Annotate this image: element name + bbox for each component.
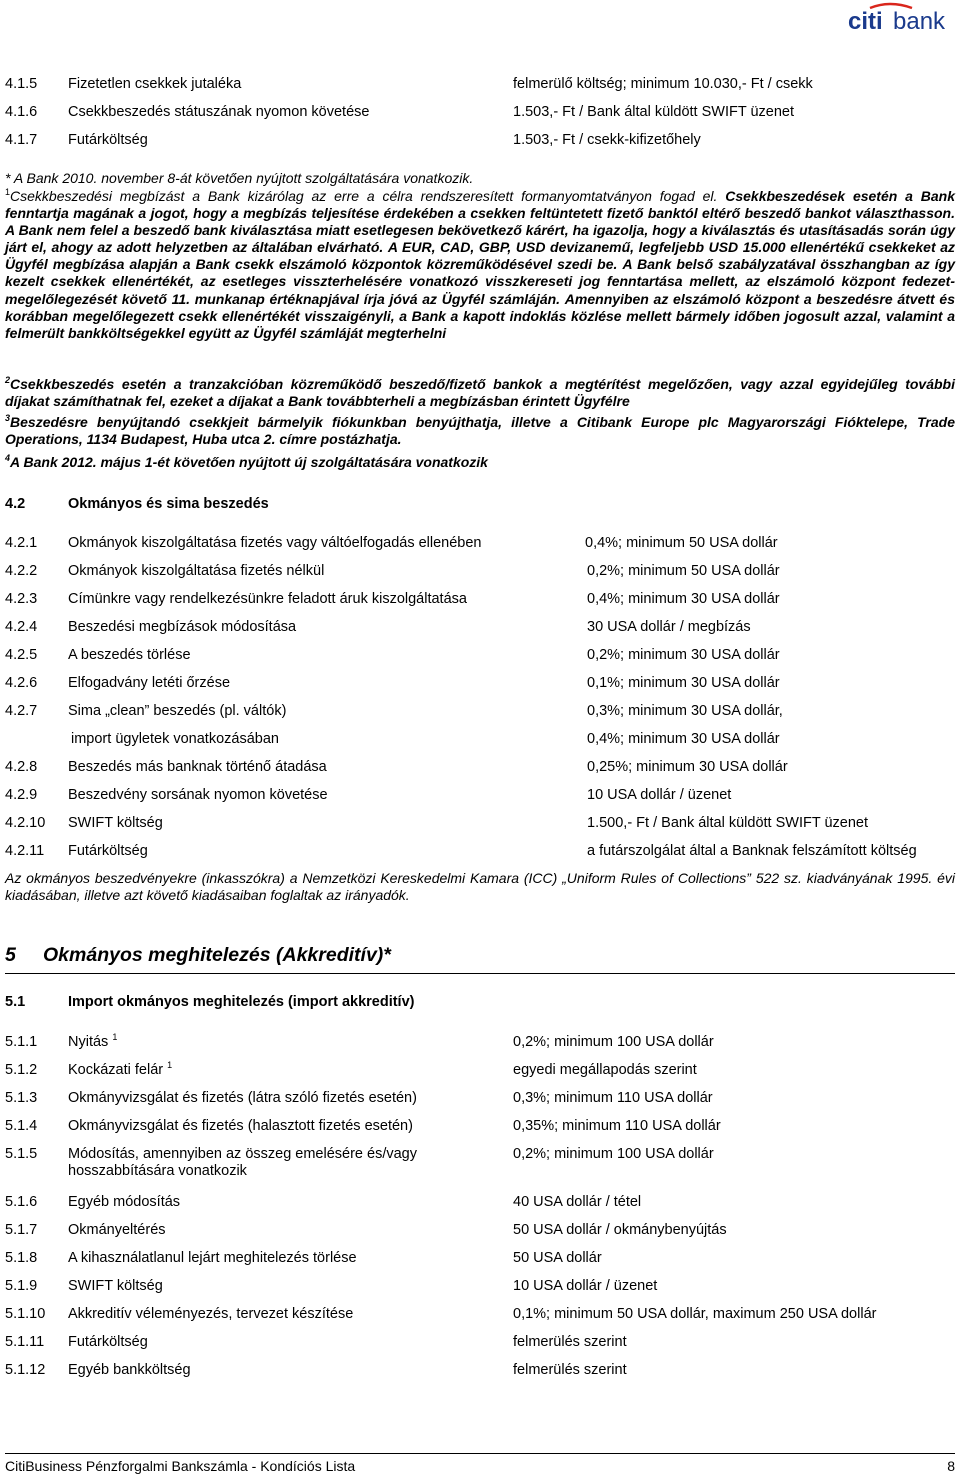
table-row xyxy=(5,647,955,667)
table-row xyxy=(5,675,955,695)
table-row xyxy=(5,104,955,124)
row-value: 0,4%; minimum 30 USA dollár xyxy=(587,731,780,747)
row-number: 4.1.6 xyxy=(5,104,38,120)
footnote-3 xyxy=(5,414,955,448)
row-description: Beszedvény sorsának nyomon követése xyxy=(68,787,328,803)
row-description: Futárköltség xyxy=(68,132,148,148)
row-description: Okmányok kiszolgáltatása fizetés nélkül xyxy=(68,563,325,579)
row-description: Módosítás, amennyiben az összeg emelésére és/vagy hosszabbítására vonatkozik xyxy=(68,1146,417,1179)
row-value: felmerülés szerint xyxy=(513,1362,627,1378)
table-row xyxy=(5,591,955,611)
table-row xyxy=(5,619,955,639)
section-title: Okmányos meghitelezés (Akkreditív)* xyxy=(43,944,391,966)
section-4-2-note: Az okmányos beszedvényekre (inkasszókra) a Nemzetközi Kereskedelmi Kamara (ICC) „Uniform Rules of Collections” 522 sz. kiadványának 1995. évi kiadásában, illetve azt követő kiadásaiban foglaltak az irányadók. xyxy=(5,870,955,904)
row-description: A kihasználatlanul lejárt meghitelezés törlése xyxy=(68,1250,357,1266)
row-description: Elfogadvány letéti őrzése xyxy=(68,675,231,691)
svg-text:citi: citi xyxy=(848,8,883,34)
svg-text:bank: bank xyxy=(893,8,946,34)
row-description: Egyéb bankköltség xyxy=(68,1362,191,1378)
footnote-3-text: Beszedésre benyújtandó csekkjeit bármelyik fiókunkban benyújthatja, illetve a Citibank Europe plc Magyarországi Fióktelepe, Trade Operations, 1134 Budapest, Huba utca 2. címre postázhatja. xyxy=(5,414,955,448)
row-number: 4.1.7 xyxy=(5,132,38,148)
row-description: A beszedés törlése xyxy=(68,647,191,663)
row-description xyxy=(68,1034,117,1050)
row-number: 4.2.7 xyxy=(5,703,38,719)
table-row xyxy=(5,535,955,555)
row-description xyxy=(68,1062,172,1078)
row-description: Egyéb módosítás xyxy=(68,1194,181,1210)
table-row xyxy=(5,1090,955,1110)
table-row xyxy=(5,132,955,152)
page-number: 8 xyxy=(947,1458,955,1474)
row-value: 0,2%; minimum 50 USA dollár xyxy=(587,563,780,579)
row-value: felmerülés szerint xyxy=(513,1334,627,1350)
row-description: Okmányvizsgálat és fizetés (halasztott fizetés esetén) xyxy=(68,1118,413,1134)
row-value: 10 USA dollár / üzenet xyxy=(587,787,732,803)
row-description: Fizetetlen csekkek jutaléka xyxy=(68,76,242,92)
row-value: 0,25%; minimum 30 USA dollár xyxy=(587,759,788,775)
row-value: 30 USA dollár / megbízás xyxy=(587,619,751,635)
row-value: 0,4%; minimum 30 USA dollár xyxy=(587,591,780,607)
row-number: 5.1.4 xyxy=(5,1118,38,1134)
row-description-text: Nyitás xyxy=(68,1034,109,1050)
footnote-1-line3: A Bank belső szabályzatával összhangban az így kezelt csekkek ellenértékét, az esetleges visszterhelésére vonatkozó visszkereseti jog fenntartása mellett, az elszámoló központ fedezet-megelőlegezését követő 11. munkanap értéknapjával írja jóvá az Ügyfél számláján. xyxy=(5,256,956,307)
row-description: Sima „clean” beszedés (pl. váltók) xyxy=(68,703,287,719)
row-description: Futárköltség xyxy=(68,1334,148,1350)
row-value: 0,3%; minimum 30 USA dollár, xyxy=(587,703,783,719)
citibank-logo xyxy=(820,2,955,34)
row-number: 4.2.4 xyxy=(5,619,38,635)
row-description: Beszedési megbízások módosítása xyxy=(68,619,297,635)
row-number: 4.2.8 xyxy=(5,759,38,775)
row-number: 4.2.11 xyxy=(5,843,45,859)
row-value: 1.503,- Ft / Bank által küldött SWIFT üzenet xyxy=(513,104,795,120)
row-description: import ügyletek vonatkozásában xyxy=(71,731,279,747)
row-number: 5.1.5 xyxy=(5,1146,38,1162)
row-value: felmerülő költség; minimum 10.030,- Ft / csekk xyxy=(513,76,813,92)
row-number: 5.1.8 xyxy=(5,1250,38,1266)
row-number: 4.2.9 xyxy=(5,787,38,803)
row-description: Csekkbeszedés státuszának nyomon követése xyxy=(68,104,370,120)
table-row xyxy=(5,1034,955,1054)
footnote-marker: 1 xyxy=(112,1032,118,1042)
row-value: 50 USA dollár / okmánybenyújtás xyxy=(513,1222,727,1238)
table-row xyxy=(5,1146,955,1186)
footnote-1-bold: Csekkbeszedések esetén a Bank fenntartja magának a jogot, hogy a megbízás teljesítése érdekében a csekken feltüntetett fizető banktól eltérő beszedő bankot választhasson. xyxy=(5,188,956,222)
row-value: 0,4%; minimum 50 USA dollár xyxy=(585,535,778,551)
row-number: 5.1.12 xyxy=(5,1362,46,1378)
row-number: 5.1.7 xyxy=(5,1222,38,1238)
section-title: Okmányos és sima beszedés xyxy=(68,496,269,512)
row-description-text: Kockázati felár xyxy=(68,1062,164,1078)
footnote-1-line2: A EUR, CAD, GBP, USD devizanemű, legfeljebb USD 15.000 ellenértékű csekkeket az Ügyfél megbízása alapján a Bank csekk elszámoló központok közreműködésével szedi be. xyxy=(5,239,955,273)
row-number: 4.2.1 xyxy=(5,535,38,551)
row-description: Akkreditív véleményezés, tervezet készítése xyxy=(68,1306,354,1322)
table-row xyxy=(5,1250,955,1270)
table-row xyxy=(5,703,955,723)
section-number: 5 xyxy=(5,944,16,966)
table-row xyxy=(5,1362,955,1382)
row-description: Okmányvizsgálat és fizetés (látra szóló fizetés esetén) xyxy=(68,1090,417,1106)
table-row xyxy=(5,1278,955,1298)
section-number: 5.1 xyxy=(5,994,26,1010)
footnote-1-text2: A Bank nem felel a beszedő bank kiválasztása miatt esetlegesen bekövetkező kárért, ha igazolja, hogy a kiválasztás és utasításadás során úgy járt el, ahogy az adott helyzetben az általában elvárható. xyxy=(5,222,955,256)
footnote-marker: 2 xyxy=(5,375,11,385)
footer-title: CitiBusiness Pénzforgalmi Bankszámla - Kondíciós Lista xyxy=(5,1458,356,1474)
row-number: 5.1.10 xyxy=(5,1306,46,1322)
footnote-marker: 3 xyxy=(5,413,11,423)
table-row xyxy=(5,843,955,863)
table-row xyxy=(5,1062,955,1082)
row-number: 4.2.5 xyxy=(5,647,38,663)
footnote-marker: 1 xyxy=(5,187,11,197)
table-row xyxy=(5,1222,955,1242)
table-row xyxy=(5,1118,955,1138)
row-description: Beszedés más banknak történő átadása xyxy=(68,759,327,775)
row-number: 4.2.3 xyxy=(5,591,38,607)
row-value: 40 USA dollár / tétel xyxy=(513,1194,642,1210)
row-value: 0,2%; minimum 30 USA dollár xyxy=(587,647,780,663)
row-value: 0,1%; minimum 30 USA dollár xyxy=(587,675,780,691)
table-row xyxy=(5,1194,955,1214)
table-row xyxy=(5,1334,955,1354)
footnote-marker: 4 xyxy=(5,453,11,463)
row-description: Címünkre vagy rendelkezésünkre feladott áruk kiszolgáltatása xyxy=(68,591,467,607)
row-number: 4.1.5 xyxy=(5,76,38,92)
row-value: 0,3%; minimum 110 USA dollár xyxy=(513,1090,713,1106)
note-star: * A Bank 2010. november 8-át követően nyújtott szolgáltatására vonatkozik. xyxy=(5,170,474,186)
row-value: 10 USA dollár / üzenet xyxy=(513,1278,658,1294)
section-number: 4.2 xyxy=(5,496,26,512)
table-row xyxy=(5,76,955,96)
footnote-2-text: Csekkbeszedés esetén a tranzakcióban közreműködő beszedő/fizető bankok a megtérítést megelőzően, vagy azzal egyidejűleg további díjakat számíthatnak fel, ezeket a díjakat a Bank továbbterheli a megbízásban érintett Ügyfélre xyxy=(5,376,955,410)
row-number: 5.1.6 xyxy=(5,1194,38,1210)
row-value: 50 USA dollár xyxy=(513,1250,602,1266)
table-row xyxy=(5,759,955,779)
row-description: SWIFT költség xyxy=(68,1278,163,1294)
row-value: 0,1%; minimum 50 USA dollár, maximum 250 USA dollár xyxy=(513,1306,877,1322)
footnote-1 xyxy=(5,188,955,342)
row-description: SWIFT költség xyxy=(68,815,163,831)
footer-divider xyxy=(5,1453,955,1454)
footnote-marker: 1 xyxy=(167,1060,173,1070)
row-value: 1.500,- Ft / Bank által küldött SWIFT üzenet xyxy=(587,815,869,831)
footnote-2 xyxy=(5,376,955,410)
row-number: 4.2.6 xyxy=(5,675,38,691)
row-description: Futárköltség xyxy=(68,843,148,859)
row-number: 5.1.2 xyxy=(5,1062,38,1078)
row-number: 4.2.10 xyxy=(5,815,46,831)
table-row xyxy=(5,815,955,835)
row-value: 0,2%; minimum 100 USA dollár xyxy=(513,1034,714,1050)
row-number: 4.2.2 xyxy=(5,563,38,579)
row-description: Okmányok kiszolgáltatása fizetés vagy váltóelfogadás ellenében xyxy=(68,535,482,551)
row-value: 1.503,- Ft / csekk-kifizetőhely xyxy=(513,132,701,148)
footnote-1-text: Csekkbeszedési megbízást a Bank kizárólag az erre a célra rendszeresített formanyomtatványon fogad el. xyxy=(10,188,718,204)
footnote-1-line4: Amennyiben az elszámoló központ a beszedésre átvett és korábban megelőlegezett csekk ellenértékét visszaigényli, a Bank a kapott indoklás közlése mellett bármely időben jogosult azzal, valamint a felmerült bankköltségekkel együtt az Ügyfél számláját megterhelni xyxy=(5,290,956,341)
row-number: 5.1.3 xyxy=(5,1090,38,1106)
table-row xyxy=(5,787,955,807)
row-number: 5.1.11 xyxy=(5,1334,45,1350)
row-value: egyedi megállapodás szerint xyxy=(513,1062,697,1078)
footnote-4 xyxy=(5,454,955,471)
row-value: a futárszolgálat által a Banknak felszámított költség xyxy=(587,843,917,859)
section-title: Import okmányos meghitelezés (import akkreditív) xyxy=(68,994,415,1010)
row-value: 0,35%; minimum 110 USA dollár xyxy=(513,1118,721,1134)
footnote-4-text: A Bank 2012. május 1-ét követően nyújtott új szolgáltatására vonatkozik xyxy=(10,454,488,470)
row-number: 5.1.1 xyxy=(5,1034,38,1050)
table-row xyxy=(5,563,955,583)
row-description: Okmányeltérés xyxy=(68,1222,166,1238)
row-number: 5.1.9 xyxy=(5,1278,38,1294)
row-value: 0,2%; minimum 100 USA dollár xyxy=(513,1146,714,1162)
section-divider xyxy=(5,973,955,974)
table-row xyxy=(5,1306,955,1326)
table-row xyxy=(5,731,955,751)
